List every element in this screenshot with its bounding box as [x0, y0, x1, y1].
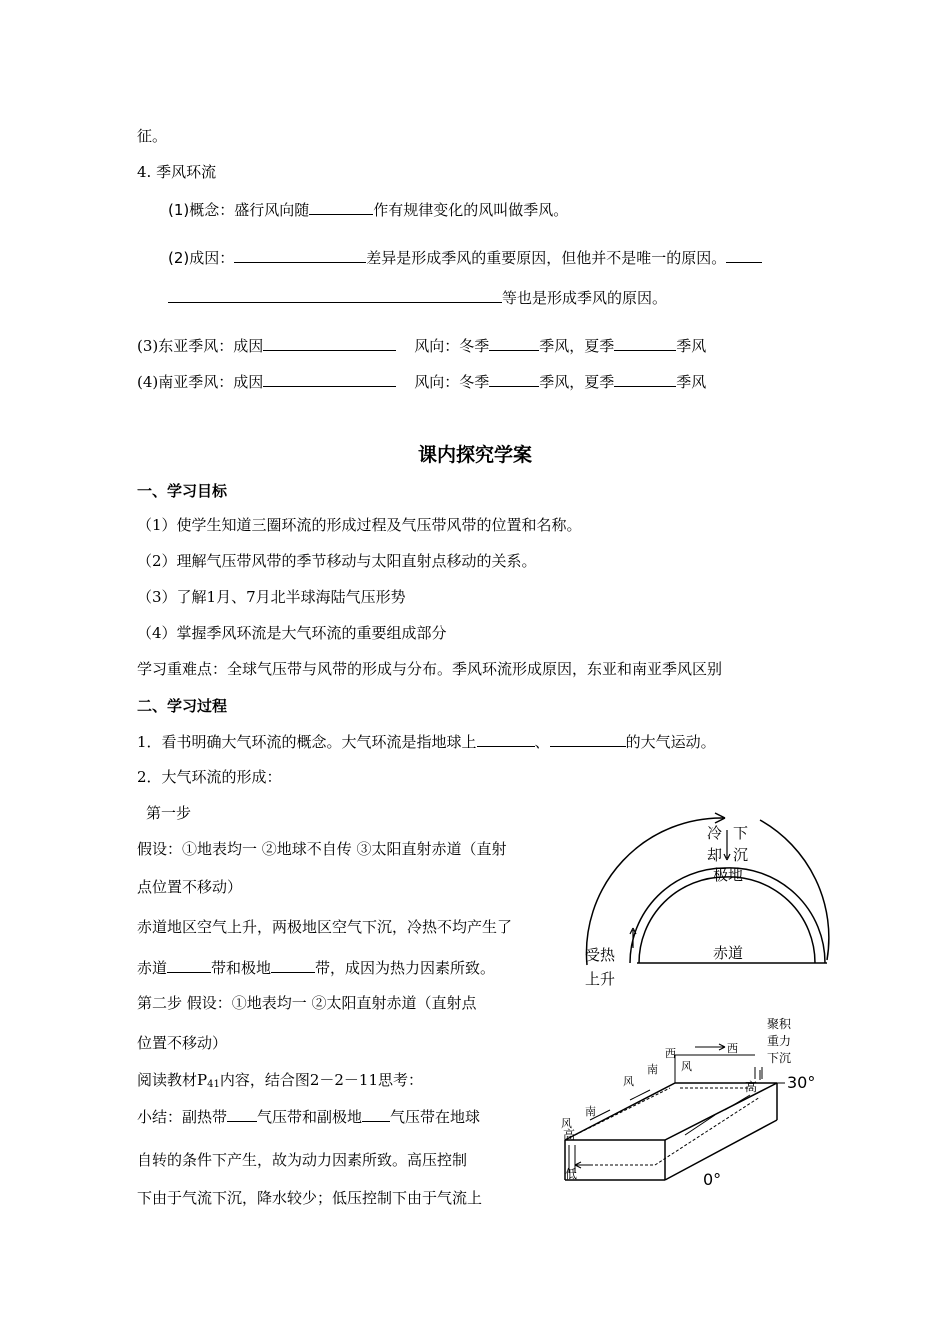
answer-blank[interactable]	[362, 1106, 390, 1122]
monsoon-label: 季风，夏季	[539, 337, 615, 355]
label-low: 低	[565, 1167, 578, 1181]
label-west-2: 西	[727, 1042, 738, 1055]
answer-blank[interactable]	[309, 199, 373, 215]
label-convergence-2: 重力	[767, 1034, 792, 1048]
page-section-title: 课内探究学案	[417, 444, 532, 466]
east-asia-monsoon-line	[137, 335, 706, 356]
label-south-1: 南	[647, 1063, 658, 1076]
heading-process: 二、学习过程	[137, 697, 228, 715]
heading-goals: 一、学习目标	[137, 482, 228, 500]
cause-line	[168, 247, 762, 268]
answer-blank[interactable]	[167, 957, 211, 973]
answer-blank[interactable]	[271, 957, 315, 973]
label-down-2: 沉	[733, 846, 749, 864]
east-asia-label: (3)东亚季风：成因	[137, 337, 264, 355]
read-line	[137, 1070, 423, 1095]
answer-blank[interactable]	[477, 731, 535, 747]
goal-2: （2）理解气压带风带的季节移动与太阳直射点移动的关系。	[137, 552, 537, 570]
label-high-1: 高	[745, 1080, 758, 1094]
read-text-end: 内容，结合图2－2－11思考：	[219, 1071, 424, 1089]
wind-direction-label: 风向：冬季	[414, 337, 490, 355]
label-30-degrees: 30°	[787, 1073, 816, 1092]
label-south-2: 南	[585, 1105, 596, 1118]
figure-thermal-circulation	[575, 810, 845, 990]
answer-blank[interactable]	[263, 335, 396, 351]
south-asia-label: (4)南亚季风：成因	[137, 373, 264, 391]
answer-blank[interactable]	[614, 335, 676, 351]
answer-blank[interactable]	[168, 287, 502, 303]
figure-pressure-belts	[555, 1015, 845, 1190]
label-convergence-3: 下沉	[767, 1051, 792, 1065]
process-1-text: 1．看书明确大气环流的概念。大气环流是指地球上	[137, 733, 477, 751]
label-down-1: 下	[733, 824, 749, 842]
answer-blank[interactable]	[489, 371, 539, 387]
separator: 、	[534, 733, 550, 751]
goal-4: （4）掌握季风环流是大气环流的重要组成部分	[137, 624, 447, 642]
label-cold-2: 却	[707, 846, 723, 864]
answer-blank[interactable]	[227, 1106, 257, 1122]
summary-2: 自转的条件下产生，故为动力因素所致。高压控制	[137, 1151, 468, 1169]
desc-text: 带和极地	[211, 959, 272, 977]
label-wind-2: 风	[623, 1075, 634, 1088]
desc-text: 带，成因为热力因素所致。	[315, 959, 496, 977]
description-2	[137, 957, 495, 978]
monsoon-label: 季风，夏季	[539, 373, 615, 391]
summary-1	[137, 1106, 480, 1127]
summary-text: 气压带在地球	[390, 1108, 481, 1126]
step-2: 第二步 假设：①地表均一 ②太阳直射赤道（直射点	[137, 994, 477, 1012]
label-equator: 赤道	[713, 944, 744, 962]
assumption-1b: 点位置不移动）	[137, 878, 243, 896]
label-heat: 受热	[585, 946, 616, 964]
goal-1: （1）使学生知道三圈环流的形成过程及气压带风带的位置和名称。	[137, 516, 582, 534]
wind-direction-label: 风向：冬季	[414, 373, 490, 391]
summary-text: 气压带和副极地	[257, 1108, 363, 1126]
label-high-2: 高	[563, 1128, 576, 1142]
desc-text: 赤道	[137, 959, 168, 977]
label-cold-1: 冷	[707, 824, 723, 842]
answer-blank[interactable]	[550, 731, 626, 747]
cause-text-end: 等也是形成季风的原因。	[502, 289, 668, 307]
concept-text: (1)概念：盛行风向随	[168, 201, 310, 219]
label-polar: 极地	[713, 866, 744, 884]
process-1	[137, 731, 716, 752]
step-1: 第一步	[146, 804, 192, 822]
label-wind-1: 风	[681, 1060, 692, 1073]
concept-text-end: 作有规律变化的风叫做季风。	[373, 201, 569, 219]
description-1: 赤道地区空气上升，两极地区空气下沉，冷热不均产生了	[137, 918, 513, 936]
summary-text: 小结：副热带	[137, 1108, 228, 1126]
monsoon-end: 季风	[676, 337, 707, 355]
read-text: 阅读教材P	[137, 1071, 208, 1089]
assumption-1: 假设：①地表均一 ②地球不自传 ③太阳直射赤道（直射	[137, 840, 507, 858]
page-subscript: 41	[207, 1079, 220, 1090]
key-points: 学习重难点：全球气压带与风带的形成与分布。季风环流形成原因，东亚和南亚季风区别	[137, 660, 723, 678]
goal-3: （3）了解1月、7月北半球海陆气压形势	[137, 588, 406, 606]
section-title-monsoon: 4. 季风环流	[137, 163, 217, 181]
answer-blank[interactable]	[234, 247, 366, 263]
answer-blank[interactable]	[726, 247, 762, 263]
concept-line	[168, 199, 568, 220]
cause-text-mid: 差异是形成季风的重要原因，但他并不是唯一的原因。	[366, 249, 727, 267]
cause-text: (2)成因：	[168, 249, 235, 267]
process-2: 2．大气环流的形成：	[137, 768, 282, 786]
label-rise: 上升	[585, 970, 616, 988]
answer-blank[interactable]	[614, 371, 676, 387]
south-asia-monsoon-line	[137, 371, 706, 392]
answer-blank[interactable]	[489, 335, 539, 351]
label-0-degrees: 0°	[703, 1170, 722, 1189]
label-convergence-1: 聚积	[767, 1017, 792, 1031]
step-2b: 位置不移动）	[137, 1034, 228, 1052]
label-wind-3: 风	[561, 1117, 572, 1130]
answer-blank[interactable]	[263, 371, 396, 387]
monsoon-end: 季风	[676, 373, 707, 391]
text-line: 征。	[137, 127, 168, 145]
process-1-end: 的大气运动。	[625, 733, 716, 751]
cause-line-2	[168, 287, 667, 308]
summary-3: 下由于气流下沉，降水较少；低压控制下由于气流上	[137, 1189, 483, 1207]
label-west-1: 西	[665, 1047, 676, 1060]
